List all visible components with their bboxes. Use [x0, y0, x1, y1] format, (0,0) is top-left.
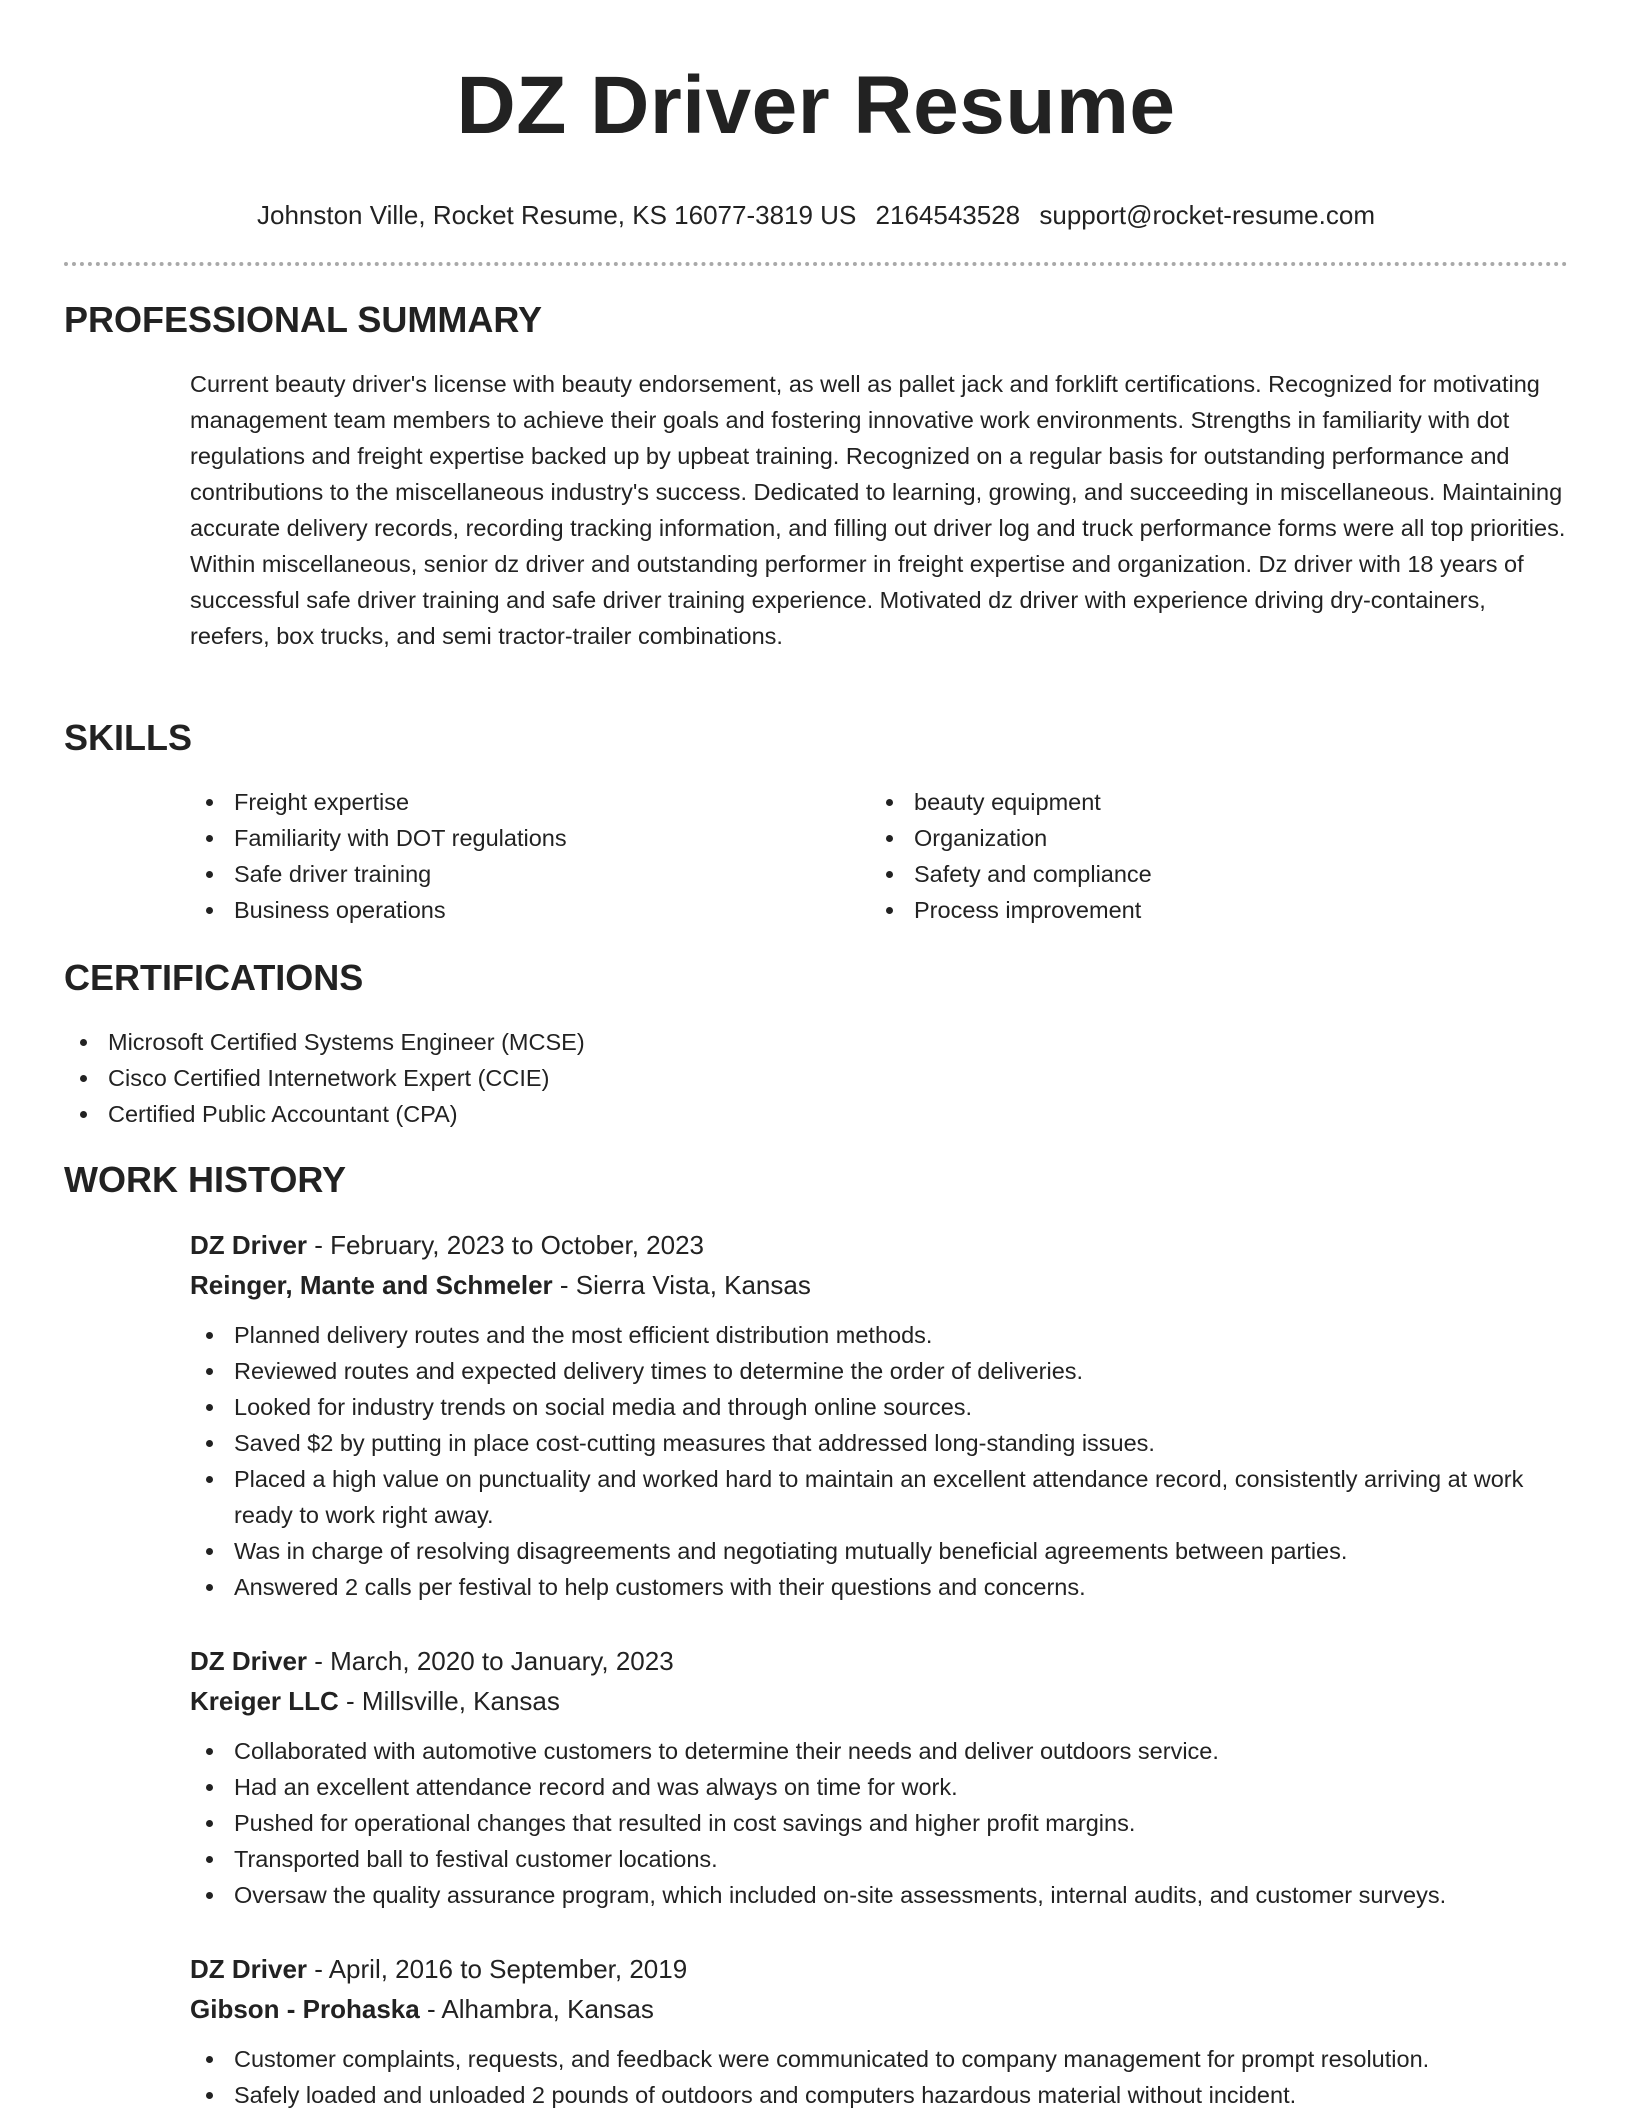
list-item: Was in charge of resolving disagreements and negotiating mutually beneficial agreements between parties.	[190, 1533, 1568, 1569]
certifications-section	[64, 956, 1568, 1132]
skills-section	[64, 716, 1568, 928]
job-company-line	[190, 1265, 1568, 1305]
list-item: Had an excellent attendance record and was always on time for work.	[190, 1769, 1568, 1805]
list-item: Cisco Certified Internetwork Expert (CCIE)	[64, 1060, 1568, 1096]
job-dates: - March, 2020 to January, 2023	[307, 1646, 674, 1676]
job-company: Kreiger LLC	[190, 1686, 339, 1716]
job-bullets	[190, 1733, 1568, 1913]
job-company: Gibson - Prohaska	[190, 1994, 420, 2024]
job-bullets	[190, 2041, 1568, 2113]
list-item: Collaborated with automotive customers to determine their needs and deliver outdoors service.	[190, 1733, 1568, 1769]
job-title-line	[190, 1641, 1568, 1681]
list-item: Certified Public Accountant (CPA)	[64, 1096, 1568, 1132]
job-bullets	[190, 1317, 1568, 1605]
job-location: - Sierra Vista, Kansas	[552, 1270, 811, 1300]
contact-address: Johnston Ville, Rocket Resume, KS 16077-3819 US	[256, 200, 857, 230]
job-company-line	[190, 1681, 1568, 1721]
work-history-heading: WORK HISTORY	[64, 1159, 347, 1200]
list-item: Oversaw the quality assurance program, which included on-site assessments, internal audits, and customer surveys.	[190, 1877, 1568, 1913]
summary-text: Current beauty driver's license with beauty endorsement, as well as pallet jack and forklift certifications. Recognized for motivating management team members to achieve their goals and fostering innovative work environments. Strengths in familiarity with dot regulations and freight expertise backed up by upbeat training. Recognized on a regular basis for outstanding performance and contributions to the miscellaneous industry's success. Dedicated to learning, growing, and succeeding in miscellaneous. Maintaining accurate delivery records, recording tracking information, and filling out driver log and truck performance forms were all top priorities. Within miscellaneous, senior dz driver and outstanding performer in freight expertise and organization. Dz driver with 18 years of successful safe driver training and safe driver training experience. Motivated dz driver with experience driving dry-containers, reefers, box trucks, and semi tractor-trailer combinations.	[190, 371, 1566, 649]
certifications-heading: CERTIFICATIONS	[64, 957, 364, 998]
job-title: DZ Driver	[190, 1646, 308, 1676]
skills-heading: SKILLS	[64, 717, 193, 758]
list-item: Safely loaded and unloaded 2 pounds of outdoors and computers hazardous material without incident.	[190, 2077, 1568, 2113]
contact-info	[64, 198, 1568, 232]
job-entry	[64, 1225, 1568, 1605]
list-item: Placed a high value on punctuality and worked hard to maintain an excellent attendance record, consistently arriving at work ready to work right away.	[190, 1461, 1568, 1533]
job-title: DZ Driver	[190, 1954, 308, 1984]
list-item: beauty equipment	[870, 784, 1550, 820]
job-location: - Alhambra, Kansas	[419, 1994, 654, 2024]
list-item: Reviewed routes and expected delivery times to determine the order of deliveries.	[190, 1353, 1568, 1389]
job-entry	[64, 1949, 1568, 2113]
summary-section	[64, 298, 1568, 654]
list-item: Business operations	[190, 892, 870, 928]
list-item: Answered 2 calls per festival to help customers with their questions and concerns.	[190, 1569, 1568, 1605]
list-item: Freight expertise	[190, 784, 870, 820]
contact-phone: 2164543528	[875, 200, 1021, 230]
list-item: Customer complaints, requests, and feedback were communicated to company management for prompt resolution.	[190, 2041, 1568, 2077]
job-title: DZ Driver	[190, 1230, 308, 1260]
list-item: Looked for industry trends on social media and through online sources.	[190, 1389, 1568, 1425]
list-item: Transported ball to festival customer locations.	[190, 1841, 1568, 1877]
list-item: Pushed for operational changes that resulted in cost savings and higher profit margins.	[190, 1805, 1568, 1841]
skills-list-right	[870, 784, 1550, 928]
list-item: Familiarity with DOT regulations	[190, 820, 870, 856]
header-divider	[64, 262, 1568, 266]
job-dates: - February, 2023 to October, 2023	[307, 1230, 705, 1260]
list-item: Process improvement	[870, 892, 1550, 928]
job-company: Reinger, Mante and Schmeler	[190, 1270, 553, 1300]
work-history-section	[64, 1158, 1568, 1202]
job-location: - Millsville, Kansas	[338, 1686, 560, 1716]
list-item: Safety and compliance	[870, 856, 1550, 892]
list-item: Saved $2 by putting in place cost-cutting measures that addressed long-standing issues.	[190, 1425, 1568, 1461]
job-company-line	[190, 1989, 1568, 2029]
job-title-line	[190, 1225, 1568, 1265]
list-item: Microsoft Certified Systems Engineer (MCSE)	[64, 1024, 1568, 1060]
job-entry	[64, 1641, 1568, 1913]
job-dates: - April, 2016 to September, 2019	[307, 1954, 688, 1984]
summary-heading: PROFESSIONAL SUMMARY	[64, 299, 543, 340]
skills-grid	[190, 784, 1568, 928]
list-item: Organization	[870, 820, 1550, 856]
skills-list-left	[190, 784, 870, 928]
list-item: Safe driver training	[190, 856, 870, 892]
certifications-list	[64, 1024, 1568, 1132]
list-item: Planned delivery routes and the most efficient distribution methods.	[190, 1317, 1568, 1353]
job-title-line	[190, 1949, 1568, 1989]
page-title: DZ Driver Resume	[456, 60, 1176, 151]
contact-email: support@rocket-resume.com	[1039, 200, 1375, 230]
